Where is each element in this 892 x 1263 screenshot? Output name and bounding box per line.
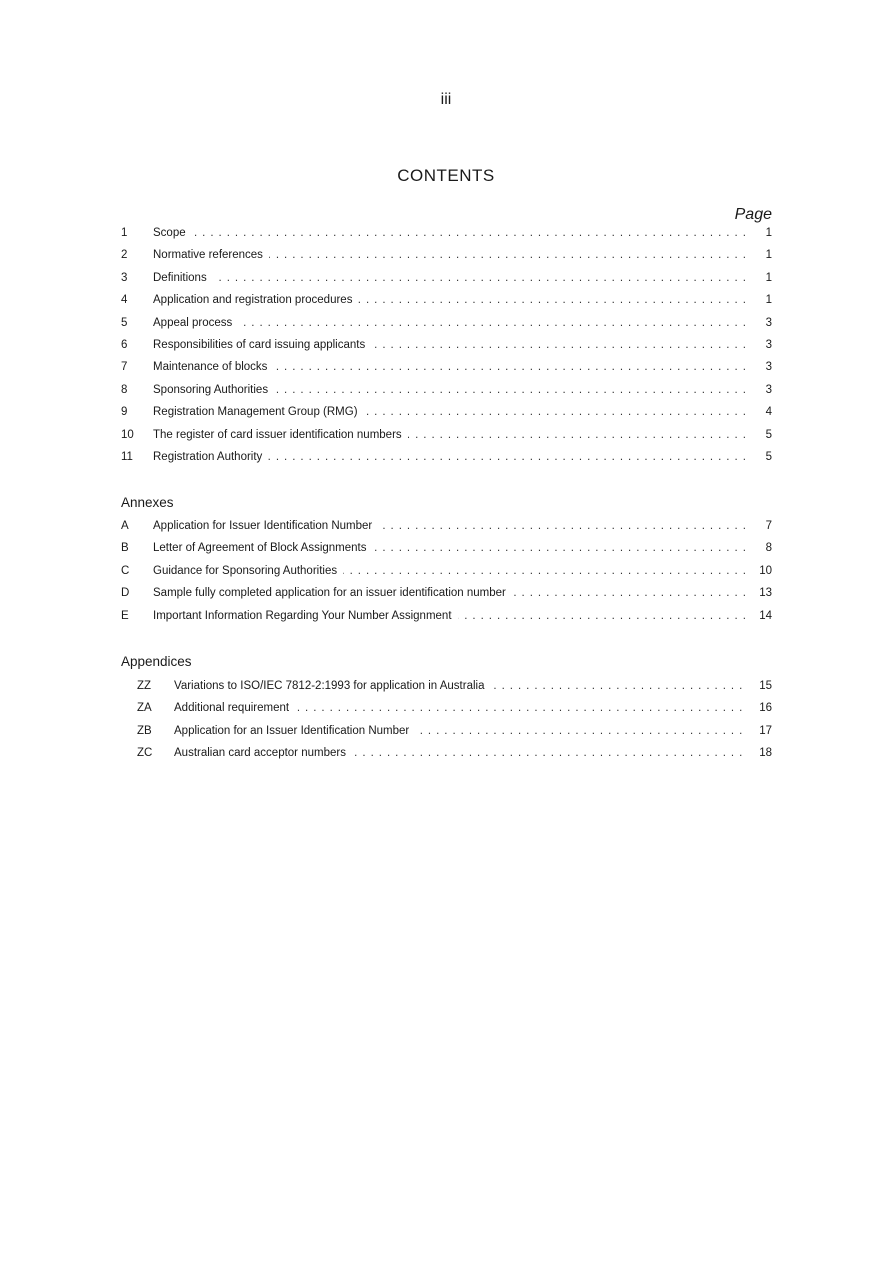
toc-entry-page: 3 — [765, 316, 772, 329]
toc-entry-page: 5 — [765, 450, 772, 463]
toc-entry-page: 17 — [759, 724, 772, 737]
toc-annex-b[interactable] — [121, 537, 772, 559]
toc-entry-title: Variations to ISO/IEC 7812-2:1993 for application in Australia — [174, 680, 490, 692]
toc-entry-title: Australian card acceptor numbers — [174, 747, 352, 759]
toc-sections — [121, 222, 772, 468]
toc-entry-page: 3 — [765, 383, 772, 396]
toc-entry-page: 5 — [765, 428, 772, 441]
toc-entry-title: Sample fully completed application for an issuer identification number — [153, 587, 512, 599]
toc-entry-title: Appeal process — [153, 317, 238, 329]
toc-appendices — [121, 675, 772, 765]
toc-entry-page: 1 — [765, 294, 772, 307]
toc-entry-page: 8 — [765, 542, 772, 555]
toc-entry-number: 3 — [121, 271, 128, 284]
toc-entry-title: Letter of Agreement of Block Assignments — [153, 542, 373, 554]
toc-entry-number: 11 — [121, 450, 133, 463]
toc-entry-title: Registration Authority — [153, 451, 268, 463]
toc-entry-title: Important Information Regarding Your Number Assignment — [153, 610, 458, 622]
toc-entry-page: 15 — [759, 680, 772, 692]
toc-entry-title: Registration Management Group (RMG) — [153, 406, 364, 418]
toc-entry-page: 1 — [765, 249, 772, 262]
toc-entry-number: 8 — [121, 383, 128, 396]
page-number: iii — [440, 91, 452, 108]
toc-entry-title: Maintenance of blocks — [153, 361, 273, 373]
toc-entry-number: 9 — [121, 406, 128, 419]
toc-entry-number: 10 — [121, 428, 134, 441]
toc-entry-page: 1 — [765, 271, 772, 284]
toc-entry-number: 2 — [121, 249, 128, 262]
toc-appendix-zz[interactable] — [121, 675, 772, 697]
toc-entry-3[interactable] — [121, 267, 772, 289]
contents-title: CONTENTS — [397, 166, 495, 185]
toc-entry-title: Responsibilities of card issuing applicants — [153, 339, 371, 351]
toc-entry-page: 13 — [759, 587, 772, 600]
toc-entry-number: 4 — [121, 294, 128, 307]
toc-appendix-za[interactable] — [121, 697, 772, 719]
toc-entry-title: Application and registration procedures — [153, 294, 358, 306]
toc-entry-page: 16 — [759, 702, 772, 715]
toc-entry-title: The register of card issuer identification numbers — [153, 429, 408, 441]
toc-entry-9[interactable] — [121, 401, 772, 423]
toc-entry-number: ZZ — [137, 680, 152, 692]
toc-annexes — [121, 515, 772, 627]
toc-entry-page: 10 — [759, 564, 772, 577]
toc-appendix-zb[interactable] — [121, 720, 772, 742]
toc-entry-number: D — [121, 587, 130, 600]
toc-entry-4[interactable] — [121, 289, 772, 311]
toc-entry-title: Definitions — [153, 272, 213, 284]
toc-entry-7[interactable] — [121, 356, 772, 378]
toc-entry-page: 3 — [765, 361, 772, 374]
toc-entry-number: B — [121, 542, 129, 555]
toc-entry-6[interactable] — [121, 334, 772, 356]
toc-entry-page: 3 — [765, 338, 772, 351]
annexes-heading: Annexes — [121, 495, 174, 510]
toc-entry-title: Sponsoring Authorities — [153, 384, 274, 396]
toc-entry-number: E — [121, 609, 129, 622]
toc-annex-a[interactable] — [121, 515, 772, 537]
toc-entry-title: Scope — [153, 227, 192, 239]
toc-entry-number: ZA — [137, 702, 152, 715]
toc-entry-number: C — [121, 564, 130, 577]
toc-annex-e[interactable] — [121, 605, 772, 627]
toc-entry-title: Guidance for Sponsoring Authorities — [153, 565, 343, 577]
toc-entry-number: A — [121, 520, 129, 532]
toc-annex-c[interactable] — [121, 560, 772, 582]
appendices-heading: Appendices — [121, 654, 192, 669]
toc-entry-number: 1 — [121, 227, 128, 239]
toc-entry-title: Application for an Issuer Identification Number — [174, 725, 415, 737]
toc-entry-2[interactable] — [121, 244, 772, 266]
toc-entry-title: Additional requirement — [174, 702, 295, 714]
toc-entry-11[interactable] — [121, 446, 772, 468]
page-column-label: Page — [734, 206, 772, 223]
toc-entry-number: 6 — [121, 338, 128, 351]
toc-entry-10[interactable] — [121, 424, 772, 446]
toc-entry-page: 1 — [765, 227, 772, 239]
toc-entry-number: ZC — [137, 747, 153, 760]
toc-entry-number: ZB — [137, 724, 152, 737]
toc-entry-page: 4 — [765, 406, 772, 419]
toc-entry-number: 5 — [121, 316, 128, 329]
toc-entry-5[interactable] — [121, 312, 772, 334]
toc-entry-page: 14 — [759, 609, 772, 622]
toc-entry-page: 7 — [765, 520, 772, 532]
toc-annex-d[interactable] — [121, 582, 772, 604]
toc-entry-page: 18 — [759, 747, 772, 760]
toc-entry-8[interactable] — [121, 379, 772, 401]
toc-entry-title: Application for Issuer Identification Number — [153, 520, 378, 532]
toc-entry-1[interactable] — [121, 222, 772, 244]
toc-entry-number: 7 — [121, 361, 128, 374]
toc-entry-title: Normative references — [153, 249, 269, 261]
toc-appendix-zc[interactable] — [121, 742, 772, 764]
